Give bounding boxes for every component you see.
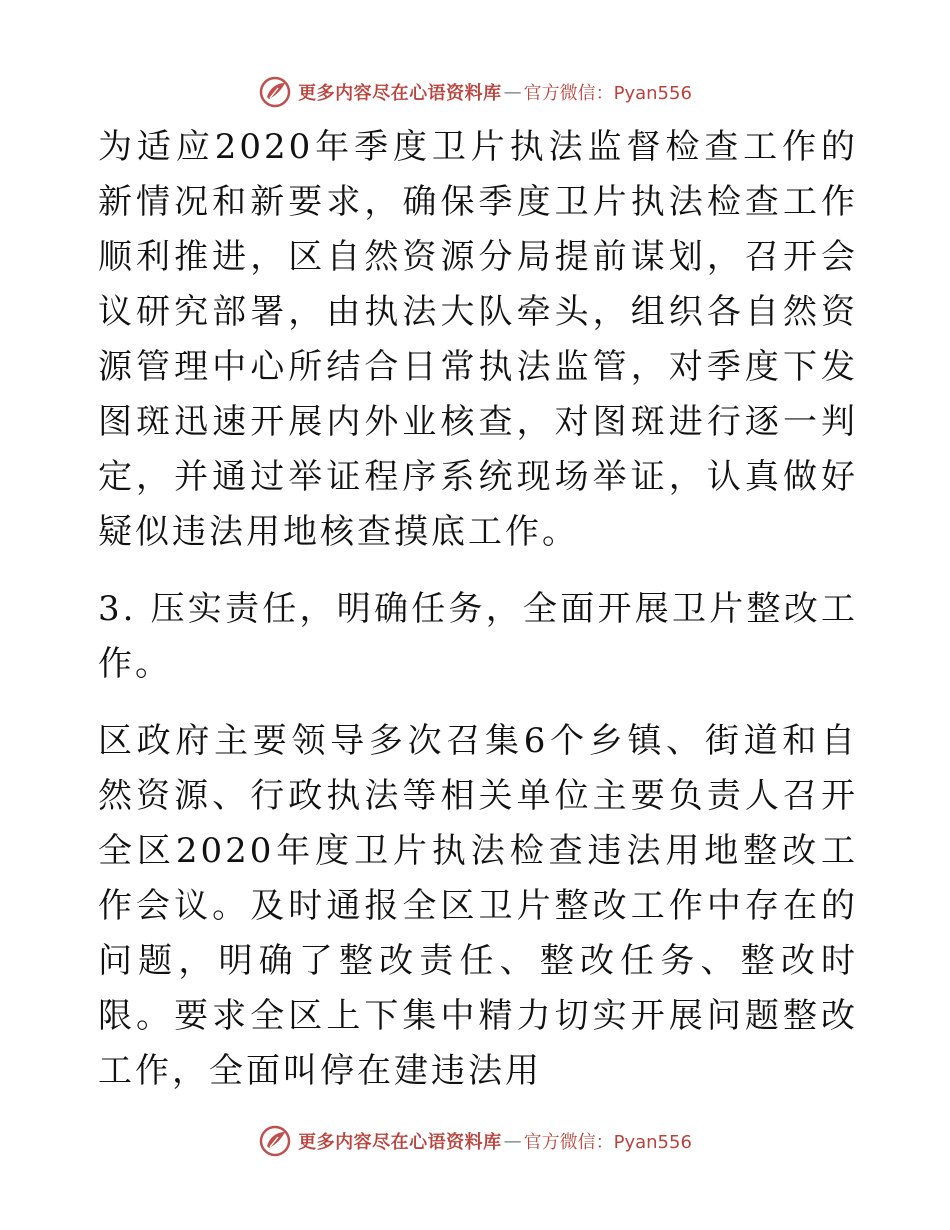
document-body bbox=[98, 120, 858, 1099]
banner-text: 更多内容尽在心语资料库 bbox=[298, 83, 502, 104]
wechat-label: 官方微信：Pyan556 bbox=[523, 83, 692, 104]
leaf-pen-logo-icon bbox=[258, 1124, 292, 1158]
wechat-label: 官方微信：Pyan556 bbox=[523, 1132, 692, 1153]
banner-separator: — bbox=[503, 1130, 522, 1152]
paragraph-1: 为适应2020年季度卫片执法监督检查工作的新情况和新要求，确保季度卫片执法检查工作顺利推进，区自然资源分局提前谋划，召开会议研究部署，由执法大队牵头，组织各自然资源管理中心所结合日常执法监管，对季度下发图斑迅速开展内外业核查，对图斑进行逐一判定，并通过举证程序系统现场举证，认真做好疑似违法用地核查摸底工作。 bbox=[98, 127, 858, 552]
paragraph-3: 区政府主要领导多次召集6个乡镇、街道和自然资源、行政执法等相关单位主要负责人召开全区2020年度卫片执法检查违法用地整改工作会议。及时通报全区卫片整改工作中存在的问题，明确了整改责任、整改任务、整改时限。要求全区上下集中精力切实开展问题整改工作，全面叫停在建违法用 bbox=[98, 721, 858, 1091]
paragraph-2-heading: 3. 压实责任，明确任务，全面开展卫片整改工作。 bbox=[98, 589, 858, 684]
footer-banner bbox=[0, 1121, 950, 1161]
leaf-pen-logo-icon bbox=[258, 75, 292, 109]
banner-text: 更多内容尽在心语资料库 bbox=[298, 1132, 502, 1153]
header-banner bbox=[0, 72, 950, 112]
banner-separator: — bbox=[503, 81, 522, 103]
